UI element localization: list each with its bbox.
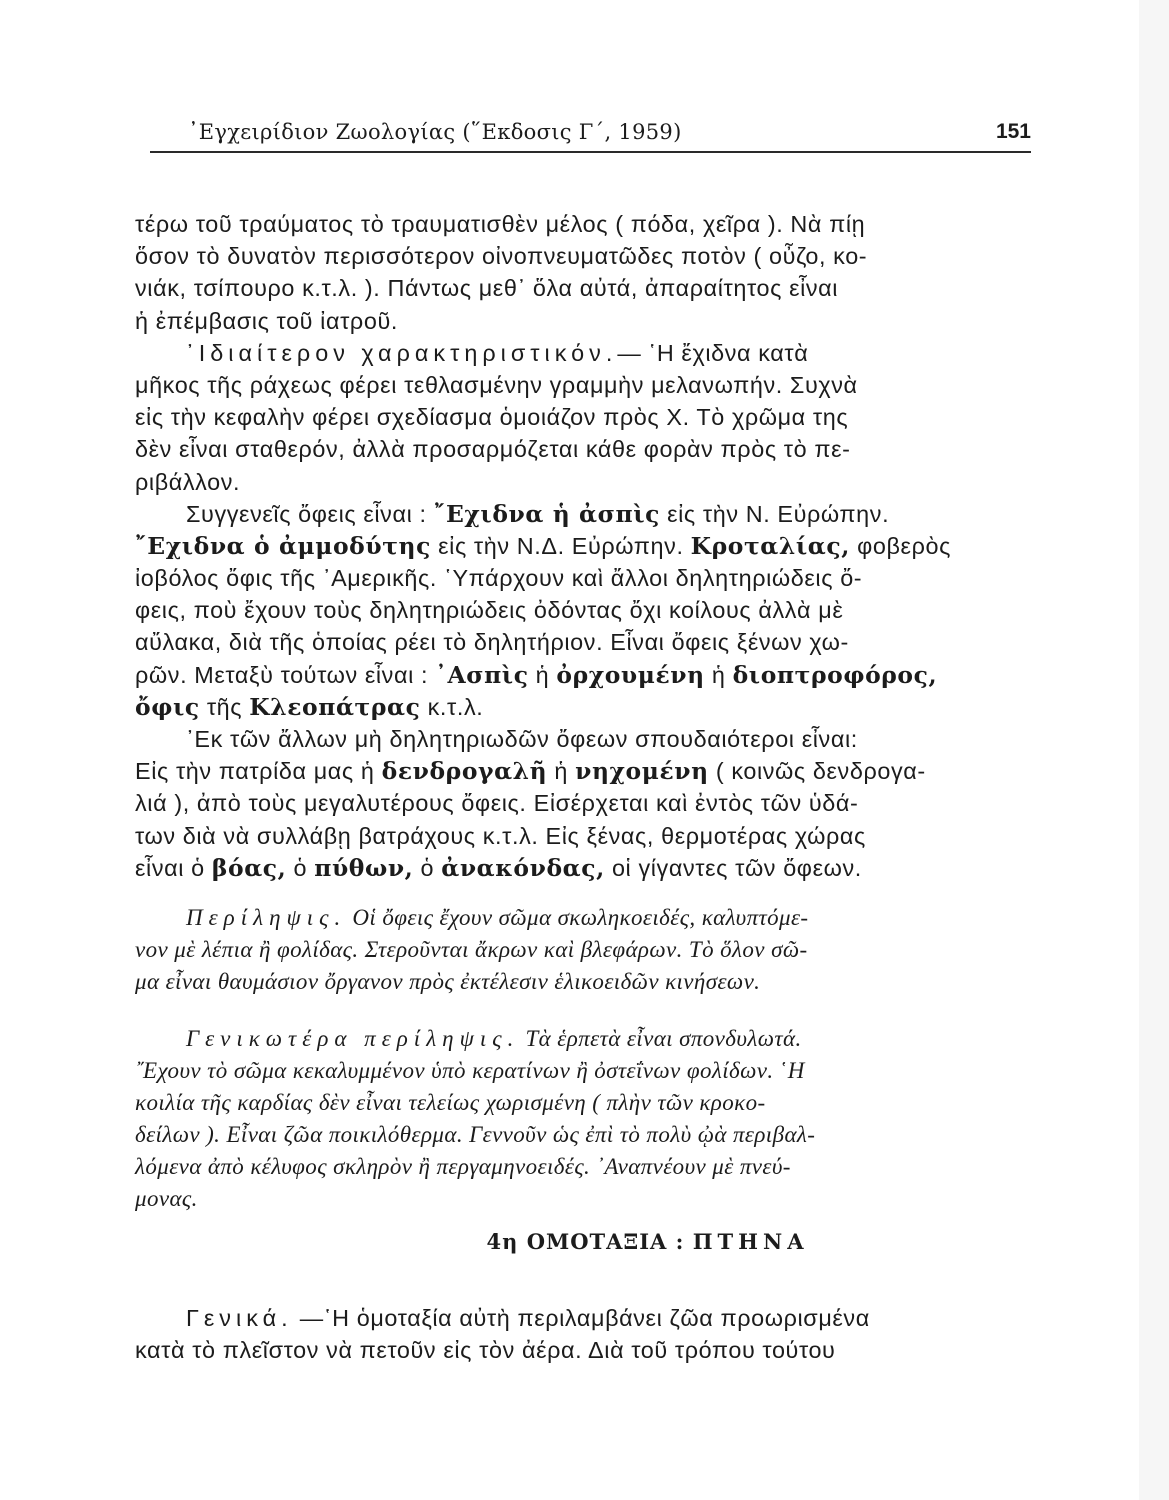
summary-heading: Περίληψις. (186, 904, 347, 930)
summary-line (135, 1023, 1030, 1055)
text-line (135, 852, 1030, 884)
section-title (135, 1216, 1030, 1268)
header-rule (150, 151, 1031, 153)
section-title-a: ΟΜΟΤΑΞΙΑ : (526, 1228, 685, 1254)
text-line (135, 691, 1030, 723)
summary-line: νον μὲ λέπια ἢ φολίδας. Στεροῦνται ἄκρων καὶ βλεφάρων. Τὸ ὅλον σῶ- (135, 937, 808, 963)
text-run: τῆς (206, 693, 243, 720)
text-run: Οἱ ὄφεις ἔχουν σῶμα σκωληκοειδές, καλυπτόμε- (352, 904, 809, 930)
text-line (135, 659, 1030, 691)
summary-line: λόμενα ἀπὸ κέλυφος σκληρὸν ἢ περγαμηνοειδές. ᾿Αναπνέουν μὲ πνεύ- (135, 1154, 791, 1180)
text-run: κ.τ.λ. (427, 693, 484, 720)
text-line: νιάκ, τσίπουρο κ.τ.λ. ). Πάντως μεθ᾿ ὅλα αὐτά, ἀπαραίτητος εἶναι (135, 275, 839, 302)
section-number: 4η (486, 1228, 519, 1254)
page-edge-shadow (1139, 0, 1169, 1500)
species-name: δενδρογαλῆ (381, 757, 548, 786)
text-line: δὲν εἶναι σταθερόν, ἀλλὰ προσαρμόζεται κάθε φορὰν πρὸς τὸ πε- (135, 436, 851, 463)
summary-line: μονας. (135, 1186, 198, 1212)
text-run: ἡ (535, 661, 550, 688)
summary-line: ῎Εχουν τὸ σῶμα κεκαλυμμένον ὑπὸ κερατίνων ἢ ὀστεΐνων φολίδων. ῾Η (135, 1057, 805, 1083)
subheading-characteristic: ᾿Ιδιαίτερον χαρακτηριστικόν. (186, 339, 618, 366)
text-line (135, 530, 1030, 562)
text-run: εἶναι ὁ (135, 854, 205, 881)
text-run: εἰς τὴν Ν. Εὐρώπην. (667, 500, 890, 527)
summary-line: δείλων ). Εἶναι ζῶα ποικιλόθερμα. Γεννοῦν ὡς ἐπὶ τὸ πολὺ ᾠὰ περιβαλ- (135, 1122, 816, 1148)
species-name: Κλεοπάτρας (249, 692, 421, 721)
text-run: οἱ γίγαντες τῶν ὄφεων. (611, 854, 862, 881)
section-title-b: ΠΤΗΝΑ (692, 1228, 809, 1254)
species-name: νηχομένη (575, 757, 709, 786)
text-run: Εἰς τὴν πατρίδα μας ἡ (135, 758, 375, 785)
text-line (135, 498, 1030, 530)
species-name: βόας, (211, 853, 287, 882)
spacer (135, 999, 1030, 1023)
text-run: φοβερὸς (857, 532, 951, 559)
page-number: 151 (995, 120, 1031, 143)
text-line: ἡ ἐπέμβασις τοῦ ἰατροῦ. (135, 307, 398, 334)
spacer (135, 884, 1030, 902)
text-line (135, 755, 1030, 787)
species-name: διοπτροφόρος, (732, 660, 938, 689)
text-line: ριβάλλον. (135, 468, 241, 495)
summary-line: κοιλία τῆς καρδίας δὲν εἶναι τελείως χωρισμένη ( πλὴν τῶν κροκο- (135, 1089, 766, 1115)
text-line (135, 1302, 1030, 1334)
text-line: λιά ), ἀπὸ τοὺς μεγαλυτέρους ὄφεις. Εἰσέρχεται καὶ ἐντὸς τῶν ὑδά- (135, 790, 859, 817)
species-name: πύθων, (314, 853, 414, 882)
text-line: μῆκος τῆς ράχεως φέρει τεθλασμένην γραμμὴν μελανωπήν. Συχνὰ (135, 371, 858, 398)
species-name: ῎Εχιδνα ἡ ἀσπὶς (433, 499, 660, 528)
species-name: Κροταλίας, (690, 531, 850, 560)
text-run: Τὰ ἑρπετὰ εἶναι σπονδυλωτά. (525, 1025, 802, 1051)
species-name: ὀρχουμένη (556, 660, 705, 689)
text-line: τέρω τοῦ τραύματος τὸ τραυματισθὲν μέλος ( πόδα, χεῖρα ). Νὰ πίῃ (135, 211, 866, 237)
species-name: ῎Εχιδνα ὁ ἀμμοδύτης (135, 531, 432, 560)
text-run: ( κοινῶς δενδρογα- (715, 758, 926, 785)
text-run: εἰς τὴν Ν.Δ. Εὐρώπην. (438, 532, 684, 559)
text-line: ἰοβόλος ὄφις τῆς ᾿Αμερικῆς. ῾Υπάρχουν καὶ ἄλλοι δηλητηριώδεις ὄ- (135, 565, 863, 592)
text-run: ἡ (711, 661, 726, 688)
text-run: ἡ (554, 758, 569, 785)
paragraph-lead-line (135, 337, 1030, 369)
text-run: — ῾Η ἔχιδνα κατὰ (617, 339, 809, 366)
text-line: εἰς τὴν κεφαλὴν φέρει σχεδίασμα ὁμοιάζον πρὸς Χ. Τὸ χρῶμα της (135, 404, 849, 431)
text-run: —῾Η ὁμοταξία αὐτὴ περιλαμβάνει ζῶα προωρισμένα (299, 1304, 870, 1331)
species-name: ᾿Ασπὶς (435, 660, 529, 689)
text-line: ᾿Εκ τῶν ἄλλων μὴ δηλητηριωδῶν ὄφεων σπουδαιότεροι εἶναι: (186, 726, 858, 752)
text-run: ὁ (420, 854, 435, 881)
summary-line (135, 902, 1030, 934)
text-line: κατὰ τὸ πλεῖστον νὰ πετοῦν εἰς τὸν ἀέρα. Διὰ τοῦ τρόπου τούτου (135, 1336, 836, 1363)
subheading-general: Γενικά. (186, 1304, 293, 1331)
text-line: των διὰ νὰ συλλάβῃ βατράχους κ.τ.λ. Εἰς ξένας, θερμοτέρας χώρας (135, 822, 866, 849)
summary-line: μα εἶναι θαυμάσιον ὄργανον πρὸς ἐκτέλεσιν ἑλικοειδῶν κινήσεων. (135, 969, 761, 995)
header-title: ᾿Εγχειρίδιον Ζωολογίας (῞Εκδοσις Γ΄, 1959) (188, 120, 682, 144)
spacer (135, 1268, 1030, 1302)
text-line: ὅσον τὸ δυνατὸν περισσότερον οἰνοπνευματῶδες ποτὸν ( οὖζο, κο- (135, 243, 868, 270)
species-name: ἀνακόνδας, (441, 853, 605, 882)
text-line: φεις, ποὺ ἔχουν τοὺς δηλητηριώδεις ὀδόντας ὄχι κοίλους ἀλλὰ μὲ (135, 597, 844, 624)
summary-heading: Γενικωτέρα περίληψις. (186, 1025, 520, 1051)
species-name: ὄφις (135, 692, 200, 721)
text-run: ρῶν. Μεταξὺ τούτων εἶναι : (135, 661, 429, 688)
text-line: αὔλακα, διὰ τῆς ὁποίας ρέει τὸ δηλητήριον. Εἶναι ὄφεις ξένων χω- (135, 629, 849, 656)
text-run: Συγγενεῖς ὄφεις εἶναι : (186, 500, 427, 527)
text-run: ὁ (293, 854, 308, 881)
page-body (135, 208, 1030, 1366)
